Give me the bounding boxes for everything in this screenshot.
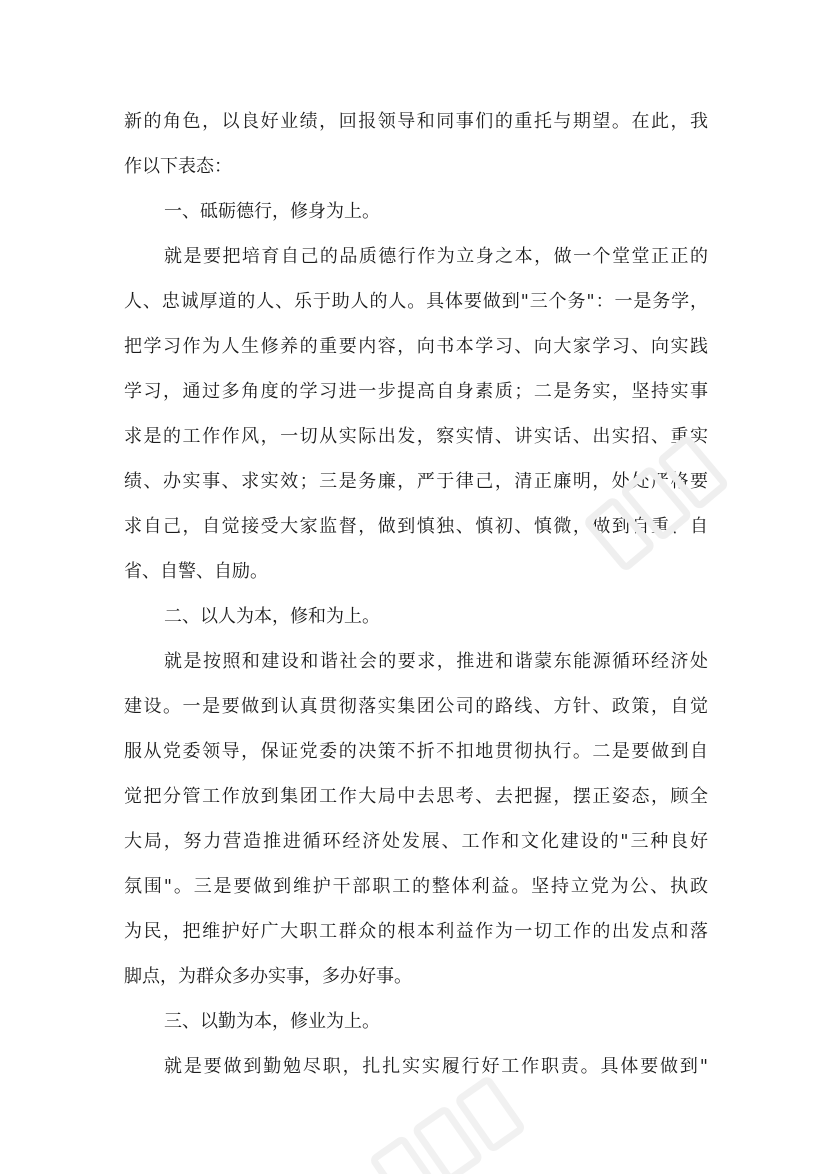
section-heading-1: 一、砥砺德行，修身为上。: [164, 201, 380, 222]
section-heading-3: 三、以勤为本，修业为上。: [164, 1011, 380, 1032]
body-text-line: 作以下表态：: [124, 156, 232, 177]
paragraph-first-line: 就是要把培育自己的品质德行作为立身之本，做一个堂堂正正的: [164, 246, 708, 267]
body-text-line: 觉把分管工作放到集团工作大局中去思考、去把握，摆正姿态，顾全: [124, 786, 708, 807]
body-text-line: 求自己，自觉接受大家监督，做到慎独、慎初、慎微，做到自重、自: [124, 516, 708, 537]
paragraph-first-line: 就是要做到勤勉尽职，扎扎实实履行好工作职责。具体要做到": [164, 1056, 708, 1077]
section-heading-2: 二、以人为本，修和为上。: [164, 606, 380, 627]
body-text-line: 省、自警、自励。: [124, 561, 268, 582]
body-text-line: 绩、办实事、求实效；三是务廉，严于律己，清正廉明，处处严格要: [124, 471, 708, 492]
body-text-line: 把学习作为人生修养的重要内容，向书本学习、向大家学习、向实践: [124, 336, 708, 357]
body-text-line: 大局，努力营造推进循环经济处发展、工作和文化建设的"三种良好: [124, 831, 708, 852]
body-text-line: 建设。一是要做到认真贯彻落实集团公司的路线、方针、政策，自觉: [124, 696, 708, 717]
body-text-line: 人、忠诚厚道的人、乐于助人的人。具体要做到"三个务"：一是务学，: [124, 291, 708, 312]
body-text-line: 脚点，为群众多办实事，多办好事。: [124, 966, 412, 987]
body-text-line: 服从党委领导，保证党委的决策不折不扣地贯彻执行。二是要做到自: [124, 741, 708, 762]
paragraph-first-line: 就是按照和建设和谐社会的要求，推进和谐蒙东能源循环经济处: [164, 651, 708, 672]
body-text-line: 氛围"。三是要做到维护干部职工的整体利益。坚持立党为公、执政: [124, 876, 708, 897]
body-text-line: 求是的工作作风，一切从实际出发，察实情、讲实话、出实招、重实: [124, 426, 708, 447]
body-text-line: 为民，把维护好广大职工群众的根本利益作为一切工作的出发点和落: [124, 921, 708, 942]
body-text-line: 新的角色，以良好业绩，回报领导和同事们的重托与期望。在此，我: [124, 111, 708, 132]
body-text-line: 学习，通过多角度的学习进一步提高自身素质；二是务实，坚持实事: [124, 381, 708, 402]
